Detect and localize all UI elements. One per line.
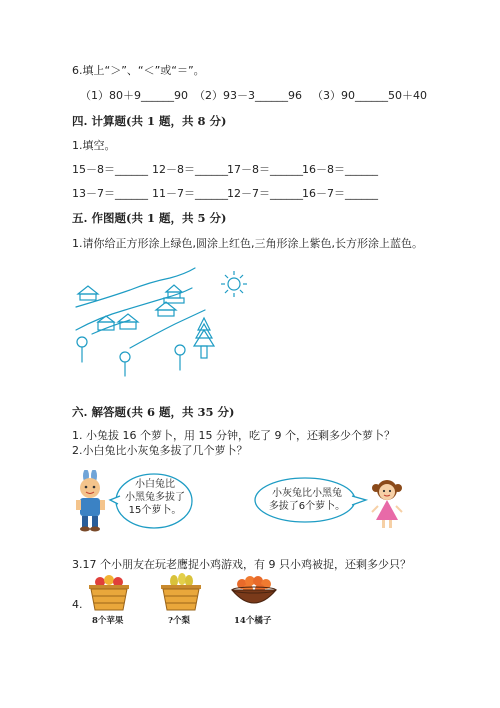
section-6-q2: 2.小白兔比小灰兔多拔了几个萝卜？	[72, 444, 248, 457]
calc-2-3: 12－7＝______	[227, 187, 303, 200]
pear-basket-icon	[158, 572, 204, 612]
q6-title: 6.填上“＞”、“＜”或“＝”。	[72, 64, 205, 77]
q6-item-2: （2）93－3______96	[194, 89, 302, 102]
basket-caption-pears: ?个梨	[168, 616, 190, 626]
q6-item-3: （3）90______50＋40	[312, 89, 427, 102]
calc-1-4: 16－8＝______	[302, 163, 378, 176]
section-6-q1: 1. 小兔拔 16 个萝卜，用 15 分钟，吃了 9 个，还剩多少个萝卜？	[72, 429, 395, 442]
house-body-1	[80, 294, 96, 300]
flower-1	[77, 337, 87, 347]
bubble-left-line-3: 15个萝卜。	[128, 505, 182, 516]
bubble-right-line-1: 小灰兔比小黑兔	[272, 488, 342, 499]
sun-icon	[220, 270, 248, 298]
calc-2-4: 16－7＝______	[302, 187, 378, 200]
house-roof-4	[166, 285, 182, 292]
orange-basket-icon	[228, 572, 280, 612]
boy-icon	[72, 470, 108, 532]
basket-caption-apples: 8个苹果	[92, 616, 124, 626]
bubble-left-line-2: 小黑兔多拔了	[125, 492, 185, 503]
calc-2-2: 11－7＝______	[152, 187, 228, 200]
calc-1-3: 17－8＝______	[227, 163, 303, 176]
calc-1-1: 15－8＝______	[72, 163, 148, 176]
flower-3	[175, 345, 185, 355]
house-roof-1	[78, 286, 98, 294]
house-body-3	[120, 322, 136, 329]
basket-caption-oranges: 14个橘子	[234, 616, 272, 626]
flower-2	[120, 352, 130, 362]
section-4-heading: 四. 计算题(共 1 题，共 8 分)	[72, 114, 227, 128]
bubble-left-line-1: 小白兔比	[135, 479, 175, 490]
section-4-q1: 1.填空。	[72, 139, 116, 152]
apple-basket-icon	[86, 574, 132, 612]
section-6-heading: 六. 解答题(共 6 题，共 35 分)	[72, 405, 235, 419]
section-6-q3: 3.17 个小朋友在玩老鹰捉小鸡游戏，有 9 只小鸡被捉，还剩多少只？	[72, 558, 411, 571]
bubble-right-text	[262, 487, 352, 513]
bubble-right-line-2: 多拔了6个萝卜。	[268, 501, 346, 512]
bubble-left-text	[120, 478, 190, 517]
section-5-q1: 1.请你给正方形涂上绿色,圆涂上红色,三角形涂上紫色,长方形涂上蓝色。	[72, 237, 423, 250]
section-6-q4: 4.	[72, 598, 83, 611]
girl-icon	[370, 476, 404, 532]
calc-2-1: 13－7＝______	[72, 187, 148, 200]
calc-1-2: 12－8＝______	[152, 163, 228, 176]
q6-item-1: （1）80＋9______90	[80, 89, 188, 102]
house-body-5	[158, 310, 174, 316]
section-5-heading: 五. 作图题(共 1 题，共 5 分)	[72, 211, 227, 225]
tree-trunk	[201, 346, 207, 358]
